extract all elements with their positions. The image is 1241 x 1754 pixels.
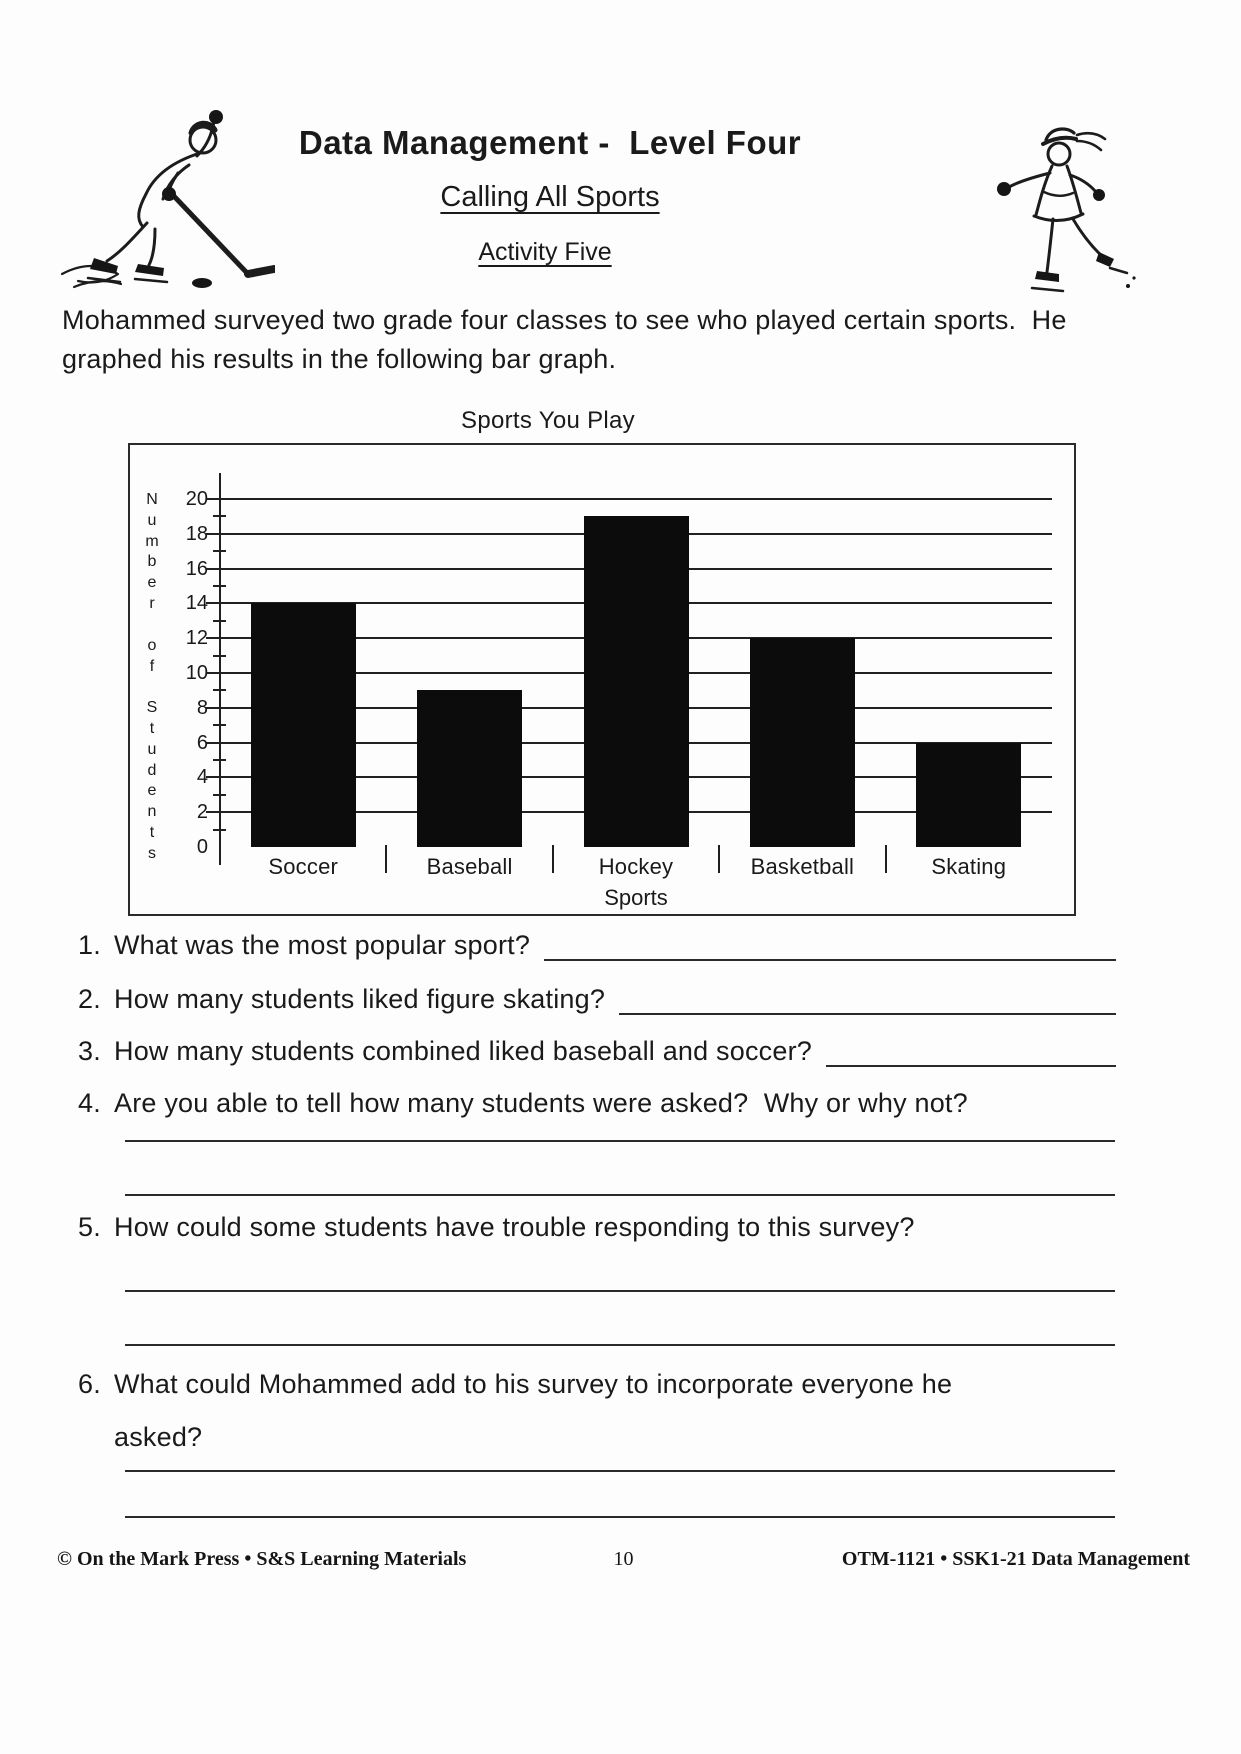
question-text: How many students liked figure skating? xyxy=(114,984,606,1014)
question-number: 3. xyxy=(78,1036,101,1066)
intro-line-2: graphed his results in the following bar graph. xyxy=(62,344,617,375)
question-5 xyxy=(78,1212,1118,1243)
minor-tick xyxy=(213,620,226,622)
y-tick-label: 16 xyxy=(185,557,208,580)
y-axis-line xyxy=(219,473,221,865)
footer-product-code: OTM-1121 • SSK1-21 Data Management xyxy=(841,1548,1190,1570)
minor-tick xyxy=(213,550,226,552)
y-axis-label: N u m b e r o f S t u d e n t s xyxy=(145,491,159,862)
y-tick-label: 2 xyxy=(196,801,208,824)
y-tick-label: 0 xyxy=(196,836,208,858)
y-tick-label: 12 xyxy=(185,627,208,650)
bar-basketball xyxy=(750,638,855,847)
question-number: 2. xyxy=(78,984,101,1014)
category-tick xyxy=(718,845,720,873)
question-number: 6. xyxy=(78,1369,101,1399)
footer-publisher: © On the Mark Press • S&S Learning Materials xyxy=(57,1548,467,1570)
y-tick-label: 10 xyxy=(185,662,208,684)
activity-label: Activity Five xyxy=(478,238,612,266)
bar-skating xyxy=(916,743,1021,847)
x-category-label: Baseball xyxy=(426,854,513,879)
y-tick-label: 6 xyxy=(196,731,208,754)
x-category-label: Skating xyxy=(931,854,1007,879)
y-tick-label: 20 xyxy=(185,488,208,510)
x-axis-label: Sports xyxy=(604,885,668,910)
question-number: 5. xyxy=(78,1212,101,1242)
page-subtitle: Calling All Sports xyxy=(440,181,660,213)
y-tick-label: 18 xyxy=(185,522,208,545)
category-tick xyxy=(885,845,887,873)
page-footer xyxy=(57,1548,1190,1578)
minor-tick xyxy=(213,759,226,761)
answer-line-blank xyxy=(125,1470,1115,1472)
answer-line xyxy=(544,930,1116,961)
x-category-label: Basketball xyxy=(750,854,855,879)
chart-title: Sports You Play xyxy=(461,407,635,434)
minor-tick xyxy=(213,689,226,691)
question-3 xyxy=(78,1036,1118,1067)
bar-baseball xyxy=(417,690,522,847)
question-1 xyxy=(78,930,1118,961)
answer-line xyxy=(826,1036,1116,1067)
answer-line-blank xyxy=(125,1290,1115,1292)
intro-paragraph xyxy=(62,301,1147,379)
minor-tick xyxy=(213,585,226,587)
chart-canvas xyxy=(130,445,1074,914)
footer-page-number: 10 xyxy=(613,1548,634,1570)
gridline xyxy=(206,498,1052,500)
minor-tick xyxy=(213,515,226,517)
question-text: What was the most popular sport? xyxy=(114,930,531,960)
y-tick-label: 8 xyxy=(196,696,208,719)
y-tick-label: 4 xyxy=(196,766,208,789)
intro-line-1: Mohammed surveyed two grade four classes to see who played certain sports. He xyxy=(62,305,1067,335)
question-4 xyxy=(78,1088,1118,1119)
minor-tick xyxy=(213,655,226,657)
y-tick-label: 14 xyxy=(185,592,208,615)
question-text: What could Mohammed add to his survey to incorporate everyone he asked? xyxy=(114,1369,953,1452)
answer-line-blank xyxy=(125,1194,1115,1196)
category-tick xyxy=(552,845,554,873)
question-text: How many students combined liked baseball and soccer? xyxy=(114,1036,812,1066)
question-text: Are you able to tell how many students were asked? Why or why not? xyxy=(114,1088,968,1118)
question-number: 4. xyxy=(78,1088,101,1118)
x-category-label: Soccer xyxy=(268,854,339,879)
page-title: Data Management - Level Four xyxy=(298,124,802,161)
answer-line-blank xyxy=(125,1344,1115,1346)
answer-line xyxy=(619,984,1116,1015)
answer-line-blank xyxy=(125,1140,1115,1142)
bar-hockey xyxy=(584,516,689,847)
minor-tick xyxy=(213,724,226,726)
minor-tick xyxy=(213,829,226,831)
bar-soccer xyxy=(251,603,356,847)
category-tick xyxy=(385,845,387,873)
answer-line-blank xyxy=(125,1516,1115,1518)
question-6 xyxy=(78,1358,1033,1463)
x-category-label: Hockey xyxy=(598,854,674,879)
minor-tick xyxy=(213,794,226,796)
chart-box xyxy=(128,443,1076,916)
question-2 xyxy=(78,984,1118,1015)
question-number: 1. xyxy=(78,930,101,960)
question-text: How could some students have trouble responding to this survey? xyxy=(114,1212,915,1242)
